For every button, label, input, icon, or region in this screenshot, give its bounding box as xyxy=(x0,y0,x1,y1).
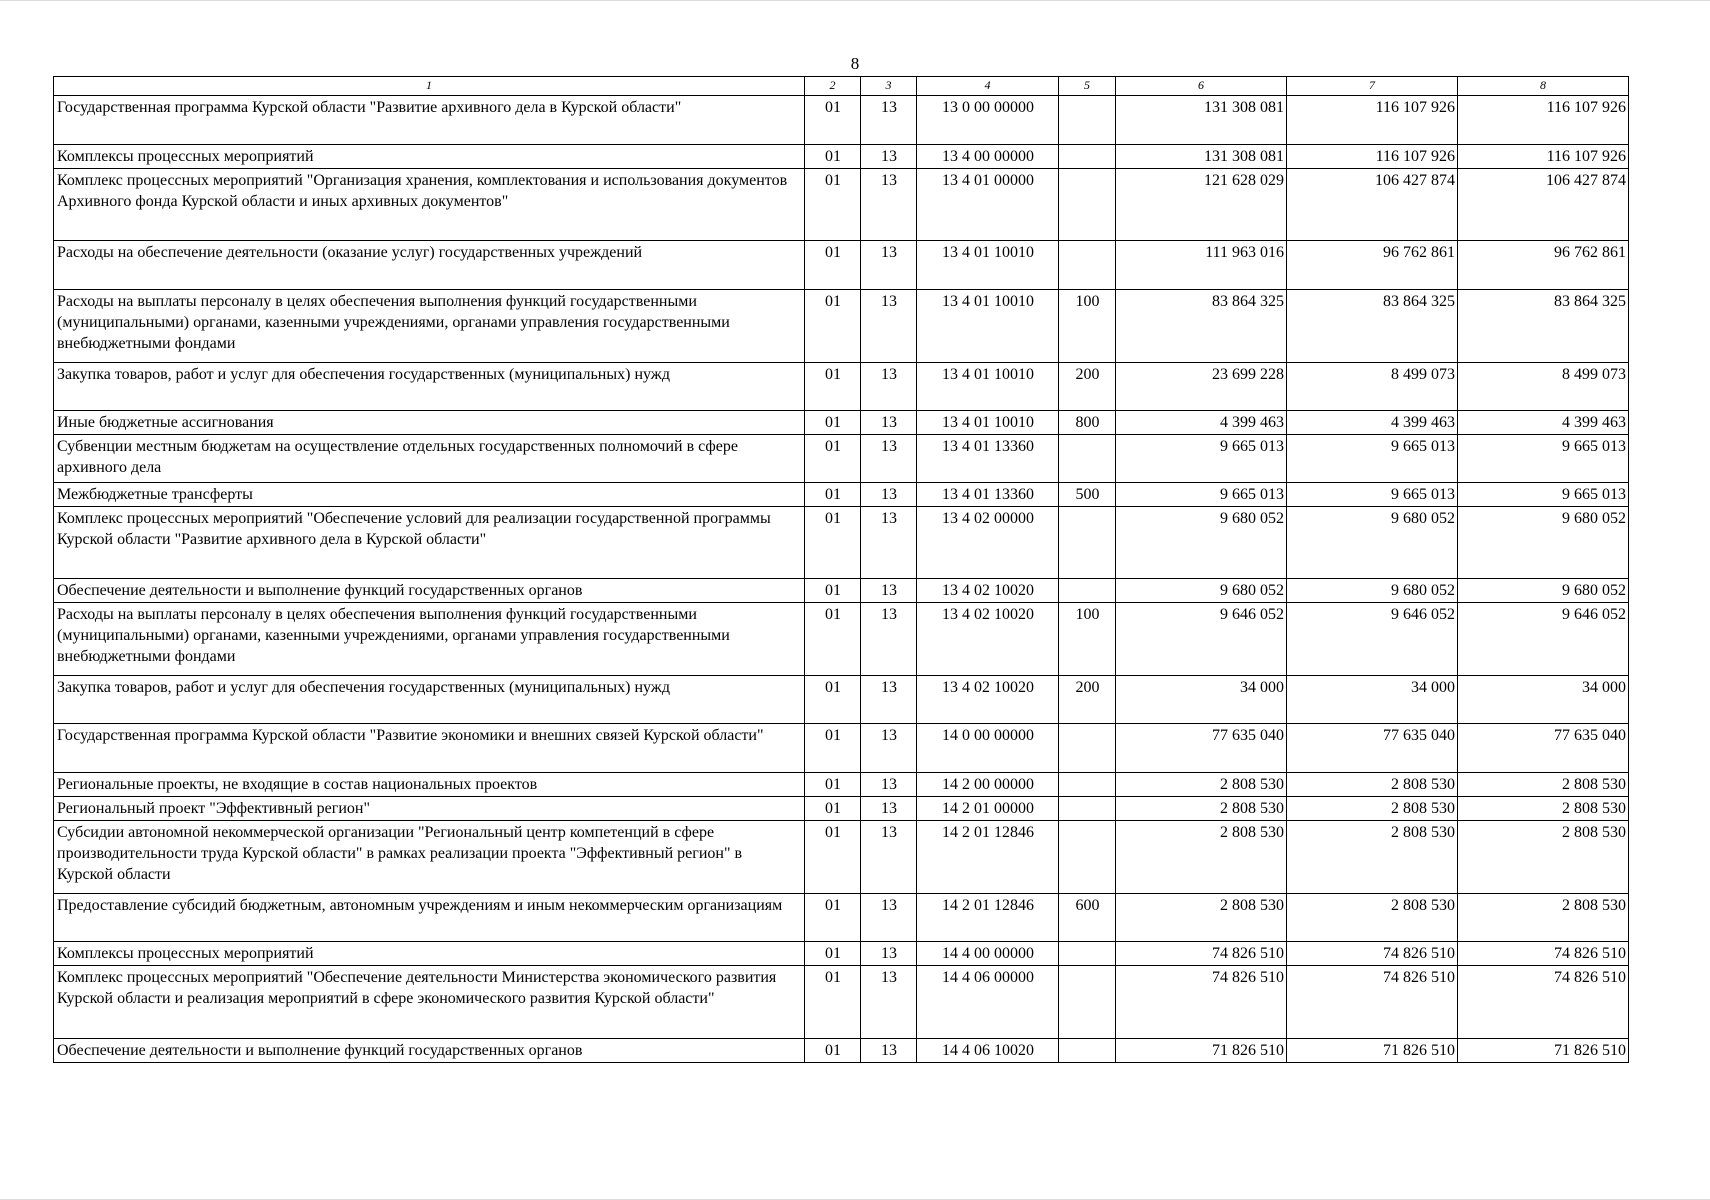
row-name-cell: Расходы на обеспечение деятельности (оказание услуг) государственных учреждений xyxy=(54,241,805,290)
amount-year-2-cell: 34 000 xyxy=(1287,676,1458,724)
target-article-code-cell: 14 0 00 00000 xyxy=(917,724,1059,773)
target-article-code-cell: 13 4 02 10020 xyxy=(917,603,1059,676)
row-name-cell: Межбюджетные трансферты xyxy=(54,483,805,507)
target-article-code-cell: 13 4 00 00000 xyxy=(917,145,1059,169)
table-row xyxy=(54,603,1629,676)
target-article-code-cell: 13 4 01 10010 xyxy=(917,241,1059,290)
row-name-cell: Закупка товаров, работ и услуг для обеспечения государственных (муниципальных) нужд xyxy=(54,676,805,724)
section-code-cell: 01 xyxy=(805,797,861,821)
table-row xyxy=(54,676,1629,724)
subsection-code-cell: 13 xyxy=(861,966,917,1039)
section-code-cell: 01 xyxy=(805,96,861,145)
amount-year-1-cell: 2 808 530 xyxy=(1116,773,1287,797)
table-row xyxy=(54,894,1629,942)
target-article-code-cell: 14 2 01 12846 xyxy=(917,821,1059,894)
column-number-header: 7 xyxy=(1287,77,1458,96)
budget-table xyxy=(53,76,1629,1063)
expense-type-code-cell: 200 xyxy=(1059,363,1116,411)
section-code-cell: 01 xyxy=(805,724,861,773)
subsection-code-cell: 13 xyxy=(861,1039,917,1063)
expense-type-code-cell xyxy=(1059,942,1116,966)
amount-year-2-cell: 77 635 040 xyxy=(1287,724,1458,773)
column-number-row xyxy=(54,77,1629,96)
amount-year-2-cell: 9 665 013 xyxy=(1287,435,1458,483)
row-name-cell: Иные бюджетные ассигнования xyxy=(54,411,805,435)
amount-year-2-cell: 9 665 013 xyxy=(1287,483,1458,507)
subsection-code-cell: 13 xyxy=(861,241,917,290)
subsection-code-cell: 13 xyxy=(861,942,917,966)
section-code-cell: 01 xyxy=(805,773,861,797)
expense-type-code-cell xyxy=(1059,169,1116,241)
subsection-code-cell: 13 xyxy=(861,724,917,773)
amount-year-1-cell: 9 646 052 xyxy=(1116,603,1287,676)
amount-year-3-cell: 116 107 926 xyxy=(1458,145,1629,169)
amount-year-2-cell: 74 826 510 xyxy=(1287,966,1458,1039)
expense-type-code-cell xyxy=(1059,241,1116,290)
expense-type-code-cell xyxy=(1059,797,1116,821)
amount-year-1-cell: 9 680 052 xyxy=(1116,579,1287,603)
expense-type-code-cell xyxy=(1059,1039,1116,1063)
subsection-code-cell: 13 xyxy=(861,411,917,435)
amount-year-2-cell: 9 646 052 xyxy=(1287,603,1458,676)
amount-year-3-cell: 74 826 510 xyxy=(1458,966,1629,1039)
expense-type-code-cell xyxy=(1059,773,1116,797)
amount-year-2-cell: 106 427 874 xyxy=(1287,169,1458,241)
expense-type-code-cell: 200 xyxy=(1059,676,1116,724)
subsection-code-cell: 13 xyxy=(861,676,917,724)
expense-type-code-cell: 800 xyxy=(1059,411,1116,435)
amount-year-3-cell: 83 864 325 xyxy=(1458,290,1629,363)
amount-year-2-cell: 116 107 926 xyxy=(1287,145,1458,169)
expense-type-code-cell: 100 xyxy=(1059,290,1116,363)
subsection-code-cell: 13 xyxy=(861,290,917,363)
section-code-cell: 01 xyxy=(805,363,861,411)
amount-year-1-cell: 9 665 013 xyxy=(1116,483,1287,507)
row-name-cell: Обеспечение деятельности и выполнение функций государственных органов xyxy=(54,579,805,603)
subsection-code-cell: 13 xyxy=(861,894,917,942)
amount-year-1-cell: 4 399 463 xyxy=(1116,411,1287,435)
amount-year-3-cell: 2 808 530 xyxy=(1458,821,1629,894)
column-number-header: 2 xyxy=(805,77,861,96)
amount-year-2-cell: 96 762 861 xyxy=(1287,241,1458,290)
amount-year-2-cell: 83 864 325 xyxy=(1287,290,1458,363)
amount-year-1-cell: 74 826 510 xyxy=(1116,966,1287,1039)
amount-year-1-cell: 2 808 530 xyxy=(1116,894,1287,942)
subsection-code-cell: 13 xyxy=(861,169,917,241)
section-code-cell: 01 xyxy=(805,435,861,483)
amount-year-1-cell: 23 699 228 xyxy=(1116,363,1287,411)
section-code-cell: 01 xyxy=(805,507,861,579)
target-article-code-cell: 13 4 02 10020 xyxy=(917,579,1059,603)
amount-year-3-cell: 74 826 510 xyxy=(1458,942,1629,966)
amount-year-1-cell: 2 808 530 xyxy=(1116,821,1287,894)
table-row xyxy=(54,797,1629,821)
row-name-cell: Расходы на выплаты персоналу в целях обеспечения выполнения функций государственными (муниципальными) органами, казенными учреждениями, органами управления государственными внебюджетными фондами xyxy=(54,290,805,363)
subsection-code-cell: 13 xyxy=(861,821,917,894)
row-name-cell: Субвенции местным бюджетам на осуществление отдельных государственных полномочий в сфере архивного дела xyxy=(54,435,805,483)
section-code-cell: 01 xyxy=(805,821,861,894)
amount-year-2-cell: 2 808 530 xyxy=(1287,797,1458,821)
table-row xyxy=(54,966,1629,1039)
table-row xyxy=(54,483,1629,507)
table-row xyxy=(54,241,1629,290)
section-code-cell: 01 xyxy=(805,603,861,676)
section-code-cell: 01 xyxy=(805,169,861,241)
expense-type-code-cell xyxy=(1059,966,1116,1039)
target-article-code-cell: 13 4 01 00000 xyxy=(917,169,1059,241)
page-number: 8 xyxy=(850,54,860,73)
target-article-code-cell: 14 2 01 00000 xyxy=(917,797,1059,821)
section-code-cell: 01 xyxy=(805,942,861,966)
column-number-header: 1 xyxy=(54,77,805,96)
subsection-code-cell: 13 xyxy=(861,483,917,507)
section-code-cell: 01 xyxy=(805,241,861,290)
expense-type-code-cell xyxy=(1059,579,1116,603)
amount-year-3-cell: 8 499 073 xyxy=(1458,363,1629,411)
amount-year-2-cell: 8 499 073 xyxy=(1287,363,1458,411)
table-row xyxy=(54,290,1629,363)
target-article-code-cell: 13 4 01 10010 xyxy=(917,363,1059,411)
amount-year-3-cell: 2 808 530 xyxy=(1458,797,1629,821)
subsection-code-cell: 13 xyxy=(861,96,917,145)
amount-year-1-cell: 111 963 016 xyxy=(1116,241,1287,290)
section-code-cell: 01 xyxy=(805,145,861,169)
amount-year-1-cell: 9 665 013 xyxy=(1116,435,1287,483)
row-name-cell: Комплекс процессных мероприятий "Обеспечение условий для реализации государственной программы Курской области "Развитие архивного дела в Курской области" xyxy=(54,507,805,579)
target-article-code-cell: 13 4 01 13360 xyxy=(917,435,1059,483)
table-row xyxy=(54,579,1629,603)
amount-year-1-cell: 9 680 052 xyxy=(1116,507,1287,579)
expense-type-code-cell: 500 xyxy=(1059,483,1116,507)
amount-year-1-cell: 71 826 510 xyxy=(1116,1039,1287,1063)
target-article-code-cell: 13 4 02 00000 xyxy=(917,507,1059,579)
table-row xyxy=(54,145,1629,169)
expense-type-code-cell xyxy=(1059,435,1116,483)
amount-year-3-cell: 34 000 xyxy=(1458,676,1629,724)
amount-year-1-cell: 34 000 xyxy=(1116,676,1287,724)
row-name-cell: Субсидии автономной некоммерческой организации "Региональный центр компетенций в сфере производительности труда Курской области" в рамках реализации проекта "Эффективный регион" в Курской области xyxy=(54,821,805,894)
table-row xyxy=(54,507,1629,579)
column-number-header: 8 xyxy=(1458,77,1629,96)
amount-year-3-cell: 9 646 052 xyxy=(1458,603,1629,676)
amount-year-3-cell: 9 665 013 xyxy=(1458,435,1629,483)
amount-year-2-cell: 9 680 052 xyxy=(1287,579,1458,603)
amount-year-3-cell: 2 808 530 xyxy=(1458,894,1629,942)
amount-year-3-cell: 71 826 510 xyxy=(1458,1039,1629,1063)
expense-type-code-cell xyxy=(1059,821,1116,894)
amount-year-3-cell: 9 680 052 xyxy=(1458,579,1629,603)
table-row xyxy=(54,773,1629,797)
amount-year-2-cell: 9 680 052 xyxy=(1287,507,1458,579)
scan-edge-mark xyxy=(0,0,1710,1)
subsection-code-cell: 13 xyxy=(861,145,917,169)
amount-year-1-cell: 2 808 530 xyxy=(1116,797,1287,821)
amount-year-1-cell: 131 308 081 xyxy=(1116,145,1287,169)
amount-year-2-cell: 4 399 463 xyxy=(1287,411,1458,435)
row-name-cell: Государственная программа Курской области "Развитие архивного дела в Курской области" xyxy=(54,96,805,145)
expense-type-code-cell xyxy=(1059,96,1116,145)
section-code-cell: 01 xyxy=(805,1039,861,1063)
amount-year-2-cell: 2 808 530 xyxy=(1287,821,1458,894)
amount-year-3-cell: 9 665 013 xyxy=(1458,483,1629,507)
amount-year-1-cell: 77 635 040 xyxy=(1116,724,1287,773)
target-article-code-cell: 13 4 01 10010 xyxy=(917,411,1059,435)
column-number-header: 6 xyxy=(1116,77,1287,96)
target-article-code-cell: 14 4 06 10020 xyxy=(917,1039,1059,1063)
expense-type-code-cell xyxy=(1059,145,1116,169)
table-row xyxy=(54,942,1629,966)
amount-year-1-cell: 131 308 081 xyxy=(1116,96,1287,145)
subsection-code-cell: 13 xyxy=(861,363,917,411)
table-row xyxy=(54,724,1629,773)
target-article-code-cell: 13 4 01 10010 xyxy=(917,290,1059,363)
budget-table-container xyxy=(53,76,1628,1063)
column-number-header: 5 xyxy=(1059,77,1116,96)
table-row xyxy=(54,821,1629,894)
section-code-cell: 01 xyxy=(805,676,861,724)
table-row xyxy=(54,363,1629,411)
subsection-code-cell: 13 xyxy=(861,435,917,483)
target-article-code-cell: 14 4 00 00000 xyxy=(917,942,1059,966)
subsection-code-cell: 13 xyxy=(861,579,917,603)
table-row xyxy=(54,169,1629,241)
subsection-code-cell: 13 xyxy=(861,797,917,821)
table-row xyxy=(54,411,1629,435)
expense-type-code-cell xyxy=(1059,724,1116,773)
amount-year-1-cell: 74 826 510 xyxy=(1116,942,1287,966)
target-article-code-cell: 13 0 00 00000 xyxy=(917,96,1059,145)
table-row xyxy=(54,435,1629,483)
row-name-cell: Региональный проект "Эффективный регион" xyxy=(54,797,805,821)
amount-year-2-cell: 74 826 510 xyxy=(1287,942,1458,966)
row-name-cell: Государственная программа Курской области "Развитие экономики и внешних связей Курской области" xyxy=(54,724,805,773)
amount-year-1-cell: 121 628 029 xyxy=(1116,169,1287,241)
amount-year-3-cell: 96 762 861 xyxy=(1458,241,1629,290)
row-name-cell: Комплексы процессных мероприятий xyxy=(54,145,805,169)
section-code-cell: 01 xyxy=(805,411,861,435)
column-number-header: 4 xyxy=(917,77,1059,96)
subsection-code-cell: 13 xyxy=(861,773,917,797)
amount-year-3-cell: 116 107 926 xyxy=(1458,96,1629,145)
amount-year-2-cell: 116 107 926 xyxy=(1287,96,1458,145)
table-row xyxy=(54,1039,1629,1063)
row-name-cell: Комплексы процессных мероприятий xyxy=(54,942,805,966)
row-name-cell: Предоставление субсидий бюджетным, автономным учреждениям и иным некоммерческим организациям xyxy=(54,894,805,942)
subsection-code-cell: 13 xyxy=(861,507,917,579)
row-name-cell: Комплекс процессных мероприятий "Организация хранения, комплектования и использования документов Архивного фонда Курской области и иных архивных документов" xyxy=(54,169,805,241)
amount-year-2-cell: 2 808 530 xyxy=(1287,894,1458,942)
target-article-code-cell: 14 2 00 00000 xyxy=(917,773,1059,797)
target-article-code-cell: 14 4 06 00000 xyxy=(917,966,1059,1039)
expense-type-code-cell: 600 xyxy=(1059,894,1116,942)
table-row xyxy=(54,96,1629,145)
section-code-cell: 01 xyxy=(805,483,861,507)
amount-year-3-cell: 9 680 052 xyxy=(1458,507,1629,579)
section-code-cell: 01 xyxy=(805,290,861,363)
section-code-cell: 01 xyxy=(805,579,861,603)
amount-year-1-cell: 83 864 325 xyxy=(1116,290,1287,363)
target-article-code-cell: 14 2 01 12846 xyxy=(917,894,1059,942)
row-name-cell: Комплекс процессных мероприятий "Обеспечение деятельности Министерства экономического развития Курской области и реализация мероприятий в сфере экономического развития Курской области" xyxy=(54,966,805,1039)
amount-year-3-cell: 106 427 874 xyxy=(1458,169,1629,241)
row-name-cell: Обеспечение деятельности и выполнение функций государственных органов xyxy=(54,1039,805,1063)
column-number-header: 3 xyxy=(861,77,917,96)
subsection-code-cell: 13 xyxy=(861,603,917,676)
target-article-code-cell: 13 4 01 13360 xyxy=(917,483,1059,507)
amount-year-3-cell: 2 808 530 xyxy=(1458,773,1629,797)
expense-type-code-cell: 100 xyxy=(1059,603,1116,676)
target-article-code-cell: 13 4 02 10020 xyxy=(917,676,1059,724)
row-name-cell: Региональные проекты, не входящие в состав национальных проектов xyxy=(54,773,805,797)
amount-year-2-cell: 2 808 530 xyxy=(1287,773,1458,797)
section-code-cell: 01 xyxy=(805,966,861,1039)
expense-type-code-cell xyxy=(1059,507,1116,579)
amount-year-3-cell: 4 399 463 xyxy=(1458,411,1629,435)
amount-year-2-cell: 71 826 510 xyxy=(1287,1039,1458,1063)
amount-year-3-cell: 77 635 040 xyxy=(1458,724,1629,773)
row-name-cell: Расходы на выплаты персоналу в целях обеспечения выполнения функций государственными (муниципальными) органами, казенными учреждениями, органами управления государственными внебюджетными фондами xyxy=(54,603,805,676)
row-name-cell: Закупка товаров, работ и услуг для обеспечения государственных (муниципальных) нужд xyxy=(54,363,805,411)
section-code-cell: 01 xyxy=(805,894,861,942)
